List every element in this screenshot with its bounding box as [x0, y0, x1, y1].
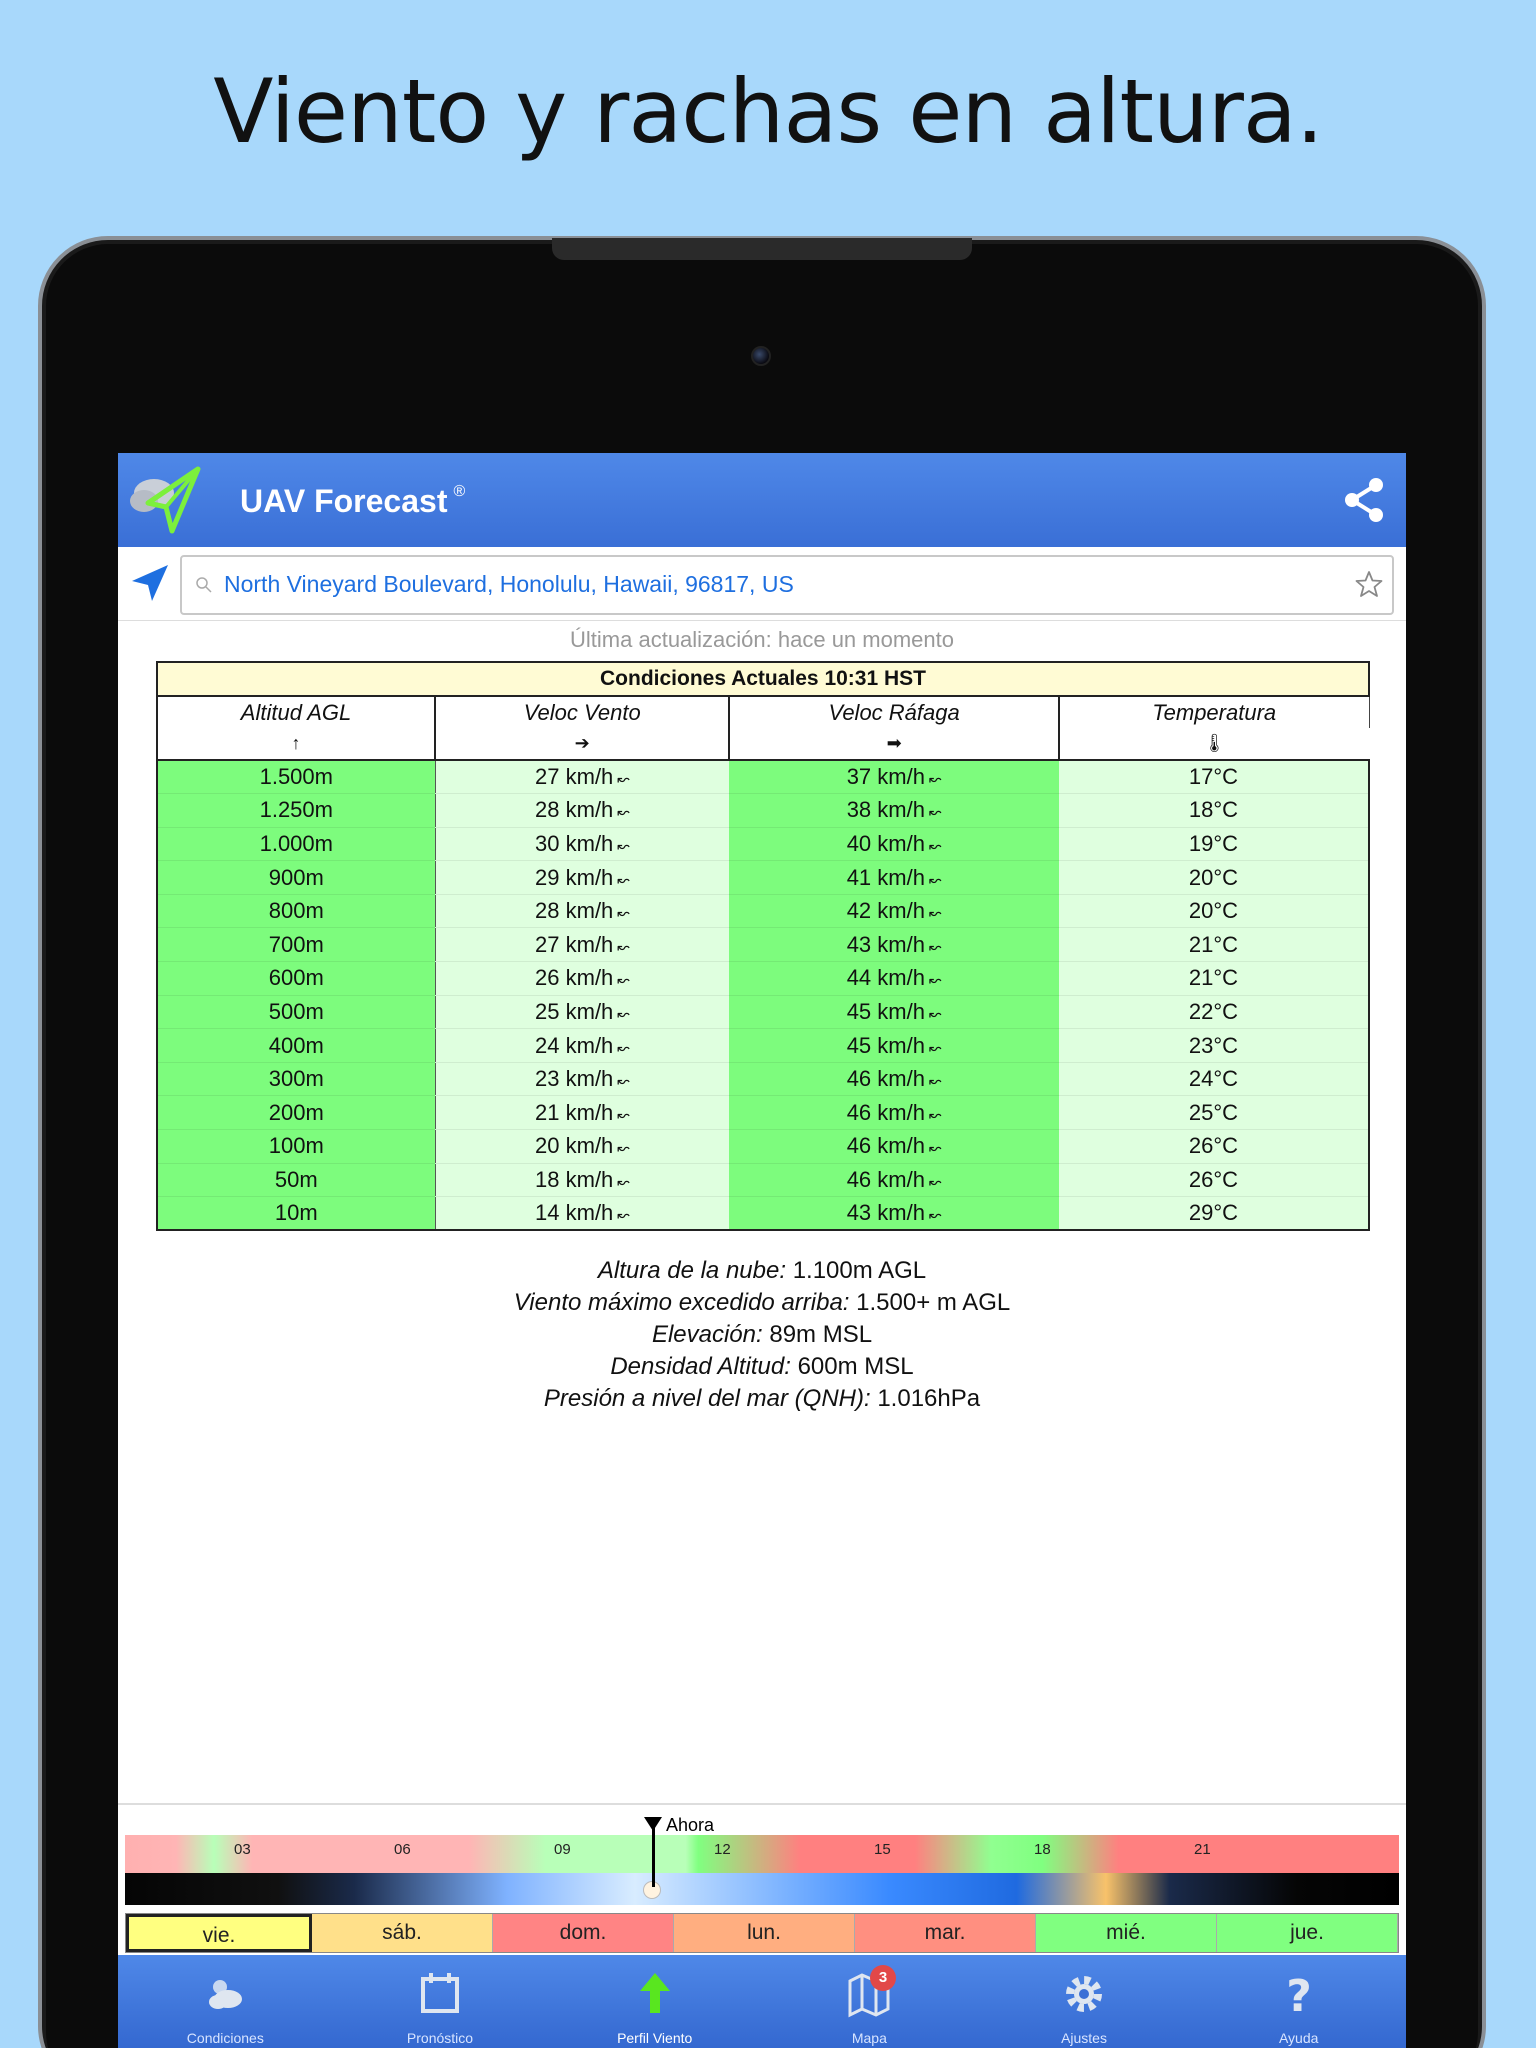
- tab-condiciones[interactable]: [118, 1955, 333, 2048]
- wind-cell-value: 14 km/h: [535, 1200, 614, 1226]
- tab-perfil-viento[interactable]: [547, 1955, 762, 2048]
- gust-cell-value: 45 km/h: [846, 998, 925, 1024]
- gust-cell-value: 43 km/h: [846, 1200, 925, 1226]
- table-row: [157, 1163, 1369, 1197]
- table-header-row: [157, 696, 1369, 728]
- day-tab[interactable]: lun.: [674, 1914, 855, 1952]
- wind-direction-icon: ↜: [617, 1005, 630, 1023]
- altitude-cell: [157, 928, 435, 962]
- gear-icon: [1059, 1969, 1109, 2019]
- tab-label: Mapa: [851, 2030, 887, 2046]
- wind-direction-icon: ↜: [617, 938, 630, 956]
- tab-label: Perfil Viento: [617, 2030, 693, 2046]
- temperature-cell: [1059, 827, 1369, 861]
- search-icon: [194, 575, 214, 595]
- wind-cell: [435, 827, 729, 861]
- headline: Viento y rachas en altura.: [213, 60, 1323, 163]
- table-row: [157, 1197, 1369, 1231]
- gust-cell-value: 46 km/h: [846, 1133, 925, 1159]
- temperature-cell: [1059, 1096, 1369, 1130]
- gust-cell: [729, 962, 1059, 996]
- temperature-cell-value: 26°C: [1188, 1166, 1239, 1192]
- temperature-cell-value: 21°C: [1188, 931, 1239, 957]
- tab-ayuda[interactable]: [1191, 1955, 1406, 2048]
- altitude-cell: [157, 1029, 435, 1063]
- day-tab[interactable]: vie.: [126, 1914, 312, 1952]
- info-line: [118, 1351, 1406, 1383]
- svg-text:?: ?: [1285, 1971, 1312, 2019]
- temperature-cell-value: 22°C: [1188, 998, 1239, 1024]
- now-label: Ahora: [666, 1815, 715, 1835]
- day-tab[interactable]: jue.: [1217, 1914, 1398, 1952]
- day-tab[interactable]: mar.: [855, 1914, 1036, 1952]
- gust-cell-value: 42 km/h: [846, 898, 925, 924]
- info-line: [118, 1287, 1406, 1319]
- day-tab[interactable]: mié.: [1036, 1914, 1217, 1952]
- day-selector: [125, 1913, 1399, 1953]
- gust-cell-value: 38 km/h: [846, 797, 925, 823]
- altitude-cell: [157, 1062, 435, 1096]
- now-marker-line[interactable]: [652, 1827, 655, 1887]
- temperature-cell: [1059, 928, 1369, 962]
- wind-cell-value: 28 km/h: [535, 797, 614, 823]
- altitude-cell-value: 500m: [268, 998, 324, 1024]
- gust-cell-value: 46 km/h: [846, 1066, 925, 1092]
- wind-cell-value: 29 km/h: [535, 864, 614, 890]
- wind-direction-icon: ↜: [617, 1073, 630, 1091]
- tab-ajustes[interactable]: [977, 1955, 1192, 2048]
- table-row: [157, 995, 1369, 1029]
- temperature-cell: [1059, 861, 1369, 895]
- altitude-cell-value: 50m: [274, 1166, 318, 1192]
- altitude-cell-value: 600m: [268, 965, 324, 991]
- gust-cell-value: 45 km/h: [846, 1032, 925, 1058]
- gust-cell: [729, 1163, 1059, 1197]
- altitude-cell: [157, 861, 435, 895]
- last-updated: Última actualización: hace un momento: [570, 627, 954, 652]
- altitude-cell-value: 700m: [268, 931, 324, 957]
- wind-direction-icon: ↜: [928, 938, 942, 956]
- temperature-cell: [1059, 1163, 1369, 1197]
- gust-cell: [729, 861, 1059, 895]
- altitude-cell-value: 300m: [268, 1066, 324, 1092]
- gust-cell-value: 46 km/h: [846, 1099, 925, 1125]
- temperature-cell-value: 23°C: [1188, 1032, 1239, 1058]
- altitude-cell: [157, 1130, 435, 1164]
- gust-cell: [729, 1062, 1059, 1096]
- info-value: 89m MSL: [769, 1321, 873, 1348]
- info-value: 1.016hPa: [877, 1385, 981, 1412]
- altitude-cell-value: 1.500m: [259, 764, 333, 790]
- wind-cell-value: 27 km/h: [535, 931, 614, 957]
- temperature-cell: [1059, 760, 1369, 794]
- table-caption-row: [157, 662, 1369, 696]
- wind-cell: [435, 894, 729, 928]
- hour-tick-label: 09: [554, 1841, 571, 1858]
- temperature-cell: [1059, 962, 1369, 996]
- table-row: [157, 962, 1369, 996]
- temperature-cell-value: 26°C: [1188, 1133, 1239, 1159]
- info-line: [118, 1383, 1406, 1415]
- wind-cell-value: 24 km/h: [535, 1032, 614, 1058]
- location-arrow-icon[interactable]: [128, 561, 172, 605]
- wind-cell-value: 30 km/h: [535, 830, 614, 856]
- table-row: [157, 861, 1369, 895]
- wind-direction-icon: ↜: [617, 771, 630, 789]
- gust-cell: [729, 760, 1059, 794]
- table-row: [157, 1029, 1369, 1063]
- thermometer-icon: 🌡: [1059, 728, 1369, 760]
- wind-cell: [435, 962, 729, 996]
- temperature-cell: [1059, 1197, 1369, 1231]
- altitude-cell: [157, 794, 435, 828]
- temperature-cell-value: 24°C: [1188, 1066, 1239, 1092]
- info-value: 600m MSL: [797, 1353, 914, 1380]
- wind-direction-icon: ↜: [928, 972, 942, 990]
- wind-direction-icon: ↜: [617, 837, 630, 855]
- search-input[interactable]: [180, 555, 1394, 615]
- wind-direction-icon: ↜: [928, 871, 942, 889]
- timeline[interactable]: [118, 1803, 1406, 1963]
- tab-label: Ayuda: [1278, 2030, 1319, 2046]
- wind-direction-icon: ↜: [928, 837, 942, 855]
- notification-badge: 3: [870, 1965, 896, 1991]
- wind-cell: [435, 928, 729, 962]
- info-label: Presión a nivel del mar (QNH):: [543, 1385, 871, 1412]
- info-label: Altura de la nube:: [597, 1257, 787, 1284]
- temperature-cell-value: 20°C: [1188, 898, 1239, 924]
- bottom-tab-bar: [118, 1955, 1406, 2048]
- gust-cell-value: 37 km/h: [846, 764, 925, 790]
- temperature-cell-value: 21°C: [1188, 965, 1239, 991]
- gust-cell-value: 46 km/h: [846, 1166, 925, 1192]
- wind-direction-icon: ↜: [928, 1073, 942, 1091]
- gust-cell: [729, 1096, 1059, 1130]
- altitude-cell: [157, 894, 435, 928]
- altitude-cell: [157, 962, 435, 996]
- table-row: [157, 1096, 1369, 1130]
- temperature-cell: [1059, 995, 1369, 1029]
- wind-direction-icon: ↜: [928, 1173, 942, 1191]
- wind-cell-value: 23 km/h: [535, 1066, 614, 1092]
- wind-arrow-icon: ➔: [435, 728, 729, 760]
- hour-tick-label: 18: [1034, 1841, 1051, 1858]
- search-row: [118, 547, 1406, 621]
- altitude-cell: [157, 827, 435, 861]
- tab-label: Condiciones: [186, 2030, 264, 2046]
- wind-cell-value: 21 km/h: [535, 1099, 614, 1125]
- wind-cell-value: 27 km/h: [535, 764, 614, 790]
- wind-direction-icon: ↜: [617, 1106, 630, 1124]
- altitude-cell: [157, 1197, 435, 1231]
- table-icon-row: [157, 728, 1369, 760]
- gust-cell: [729, 894, 1059, 928]
- gust-cell-value: 41 km/h: [846, 864, 925, 890]
- wind-direction-icon: ↜: [617, 1173, 630, 1191]
- temperature-cell: [1059, 1029, 1369, 1063]
- wind-direction-icon: ↜: [617, 871, 630, 889]
- wind-cell: [435, 1163, 729, 1197]
- wind-cell-value: 18 km/h: [535, 1166, 614, 1192]
- wind-cell-value: 25 km/h: [535, 998, 614, 1024]
- table-row: [157, 794, 1369, 828]
- wind-direction-icon: ↜: [617, 972, 630, 990]
- wind-direction-icon: ↜: [617, 804, 630, 822]
- altitude-cell: [157, 760, 435, 794]
- hour-tick-label: 21: [1194, 1841, 1211, 1858]
- tab-label: Pronóstico: [406, 2030, 474, 2046]
- wind-cell: [435, 1029, 729, 1063]
- app-title: [240, 483, 465, 520]
- gust-cell: [729, 995, 1059, 1029]
- info-value: 1.100m AGL: [792, 1257, 927, 1284]
- temperature-cell: [1059, 794, 1369, 828]
- wind-cell: [435, 1096, 729, 1130]
- temperature-cell-value: 18°C: [1188, 797, 1239, 823]
- wind-cell: [435, 1130, 729, 1164]
- tablet-notch: [552, 238, 972, 260]
- gust-cell: [729, 1197, 1059, 1231]
- altitude-cell-value: 800m: [268, 898, 324, 924]
- wind-direction-icon: ↜: [617, 1207, 630, 1225]
- info-line: [118, 1255, 1406, 1287]
- altitude-cell-value: 10m: [274, 1200, 318, 1226]
- now-marker-icon: [644, 1817, 662, 1831]
- temperature-cell: [1059, 1062, 1369, 1096]
- wind-cell: [435, 794, 729, 828]
- table-row: [157, 928, 1369, 962]
- altitude-cell: [157, 1163, 435, 1197]
- altitude-arrow-icon: ↑: [157, 728, 435, 760]
- table-row: [157, 827, 1369, 861]
- info-label: Elevación:: [651, 1321, 763, 1348]
- temperature-cell-value: 25°C: [1188, 1099, 1239, 1125]
- gust-cell-value: 44 km/h: [846, 965, 925, 991]
- table-row: [157, 1062, 1369, 1096]
- camera-icon: [751, 346, 771, 366]
- header-gust-speed: Veloc Ráfaga: [729, 696, 1059, 728]
- conditions-table: [156, 661, 1370, 1231]
- header-temperature: Temperatura: [1059, 696, 1369, 728]
- wind-direction-icon: ↜: [617, 1039, 630, 1057]
- info-line: [118, 1319, 1406, 1351]
- temperature-cell: [1059, 1130, 1369, 1164]
- header-wind-speed: Veloc Vento: [435, 696, 729, 728]
- info-value: 1.500+ m AGL: [856, 1289, 1011, 1316]
- tab-label: Ajustes: [1061, 2030, 1107, 2046]
- temperature-cell-value: 29°C: [1188, 1200, 1239, 1226]
- app-screen: [118, 453, 1406, 2048]
- table-caption: Condiciones Actuales 10:31 HST: [157, 662, 1369, 696]
- wind-direction-icon: ↜: [928, 1039, 942, 1057]
- gust-cell: [729, 1029, 1059, 1063]
- altitude-cell-value: 100m: [268, 1133, 324, 1159]
- wind-cell: [435, 995, 729, 1029]
- weather-icon: [200, 1969, 250, 2019]
- hour-tick-label: 06: [394, 1841, 411, 1858]
- altitude-cell-value: 1.000m: [259, 830, 333, 856]
- favorite-star-icon[interactable]: [1354, 569, 1384, 599]
- help-icon: [1274, 1969, 1324, 2019]
- gust-arrow-icon: ➡: [729, 728, 1059, 760]
- temperature-cell: [1059, 894, 1369, 928]
- hour-tick-label: 15: [874, 1841, 891, 1858]
- app-logo-icon: [128, 463, 208, 539]
- altitude-cell-value: 900m: [268, 864, 324, 890]
- wind-direction-icon: ↜: [928, 771, 942, 789]
- altitude-cell-value: 400m: [268, 1032, 324, 1058]
- table-row: [157, 760, 1369, 794]
- app-bar: [118, 453, 1406, 547]
- share-icon[interactable]: [1340, 475, 1390, 525]
- altitude-cell-value: 200m: [268, 1099, 324, 1125]
- calendar-icon: [415, 1969, 465, 2019]
- wind-direction-icon: ↜: [928, 905, 942, 923]
- info-label: Densidad Altitud:: [610, 1353, 791, 1380]
- wind-cell-value: 20 km/h: [535, 1133, 614, 1159]
- wind-direction-icon: ↜: [617, 905, 630, 923]
- temperature-cell-value: 19°C: [1188, 830, 1239, 856]
- wind-direction-icon: ↜: [928, 1207, 942, 1225]
- wind-cell-value: 28 km/h: [535, 898, 614, 924]
- gust-cell-value: 43 km/h: [846, 931, 925, 957]
- altitude-cell-value: 1.250m: [259, 797, 333, 823]
- table-row: [157, 1130, 1369, 1164]
- gust-cell: [729, 928, 1059, 962]
- wind-cell: [435, 1062, 729, 1096]
- info-label: Viento máximo excedido arriba:: [513, 1289, 850, 1316]
- hour-tick-label: 12: [714, 1841, 731, 1858]
- info-panel: [118, 1255, 1406, 1415]
- temperature-cell-value: 17°C: [1188, 764, 1239, 790]
- arrow-up-icon: [630, 1969, 680, 2019]
- table-row: [157, 894, 1369, 928]
- altitude-cell: [157, 1096, 435, 1130]
- trademark-mark: ®: [453, 483, 466, 500]
- wind-direction-icon: ↜: [617, 1140, 630, 1158]
- gust-cell-value: 40 km/h: [846, 830, 925, 856]
- header-altitude: Altitud AGL: [157, 696, 435, 728]
- temperature-cell-value: 20°C: [1188, 864, 1239, 890]
- wind-cell-value: 26 km/h: [535, 965, 614, 991]
- wind-cell: [435, 861, 729, 895]
- wind-direction-icon: ↜: [928, 1106, 942, 1124]
- tab-pronóstico[interactable]: [333, 1955, 548, 2048]
- altitude-cell: [157, 995, 435, 1029]
- gust-cell: [729, 827, 1059, 861]
- tab-mapa[interactable]: [762, 1955, 977, 2048]
- wind-cell: [435, 760, 729, 794]
- hour-tick-label: 03: [234, 1841, 251, 1858]
- wind-direction-icon: ↜: [928, 804, 942, 822]
- day-tab[interactable]: dom.: [493, 1914, 674, 1952]
- gust-cell: [729, 794, 1059, 828]
- wind-cell: [435, 1197, 729, 1231]
- search-value: North Vineyard Boulevard, Honolulu, Hawaii, 96817, US: [224, 571, 794, 597]
- wind-direction-icon: ↜: [928, 1005, 942, 1023]
- daylight-strip: [125, 1873, 1399, 1905]
- wind-direction-icon: ↜: [928, 1140, 942, 1158]
- day-tab[interactable]: sáb.: [312, 1914, 493, 1952]
- app-title-text: UAV Forecast: [240, 483, 448, 519]
- gust-cell: [729, 1130, 1059, 1164]
